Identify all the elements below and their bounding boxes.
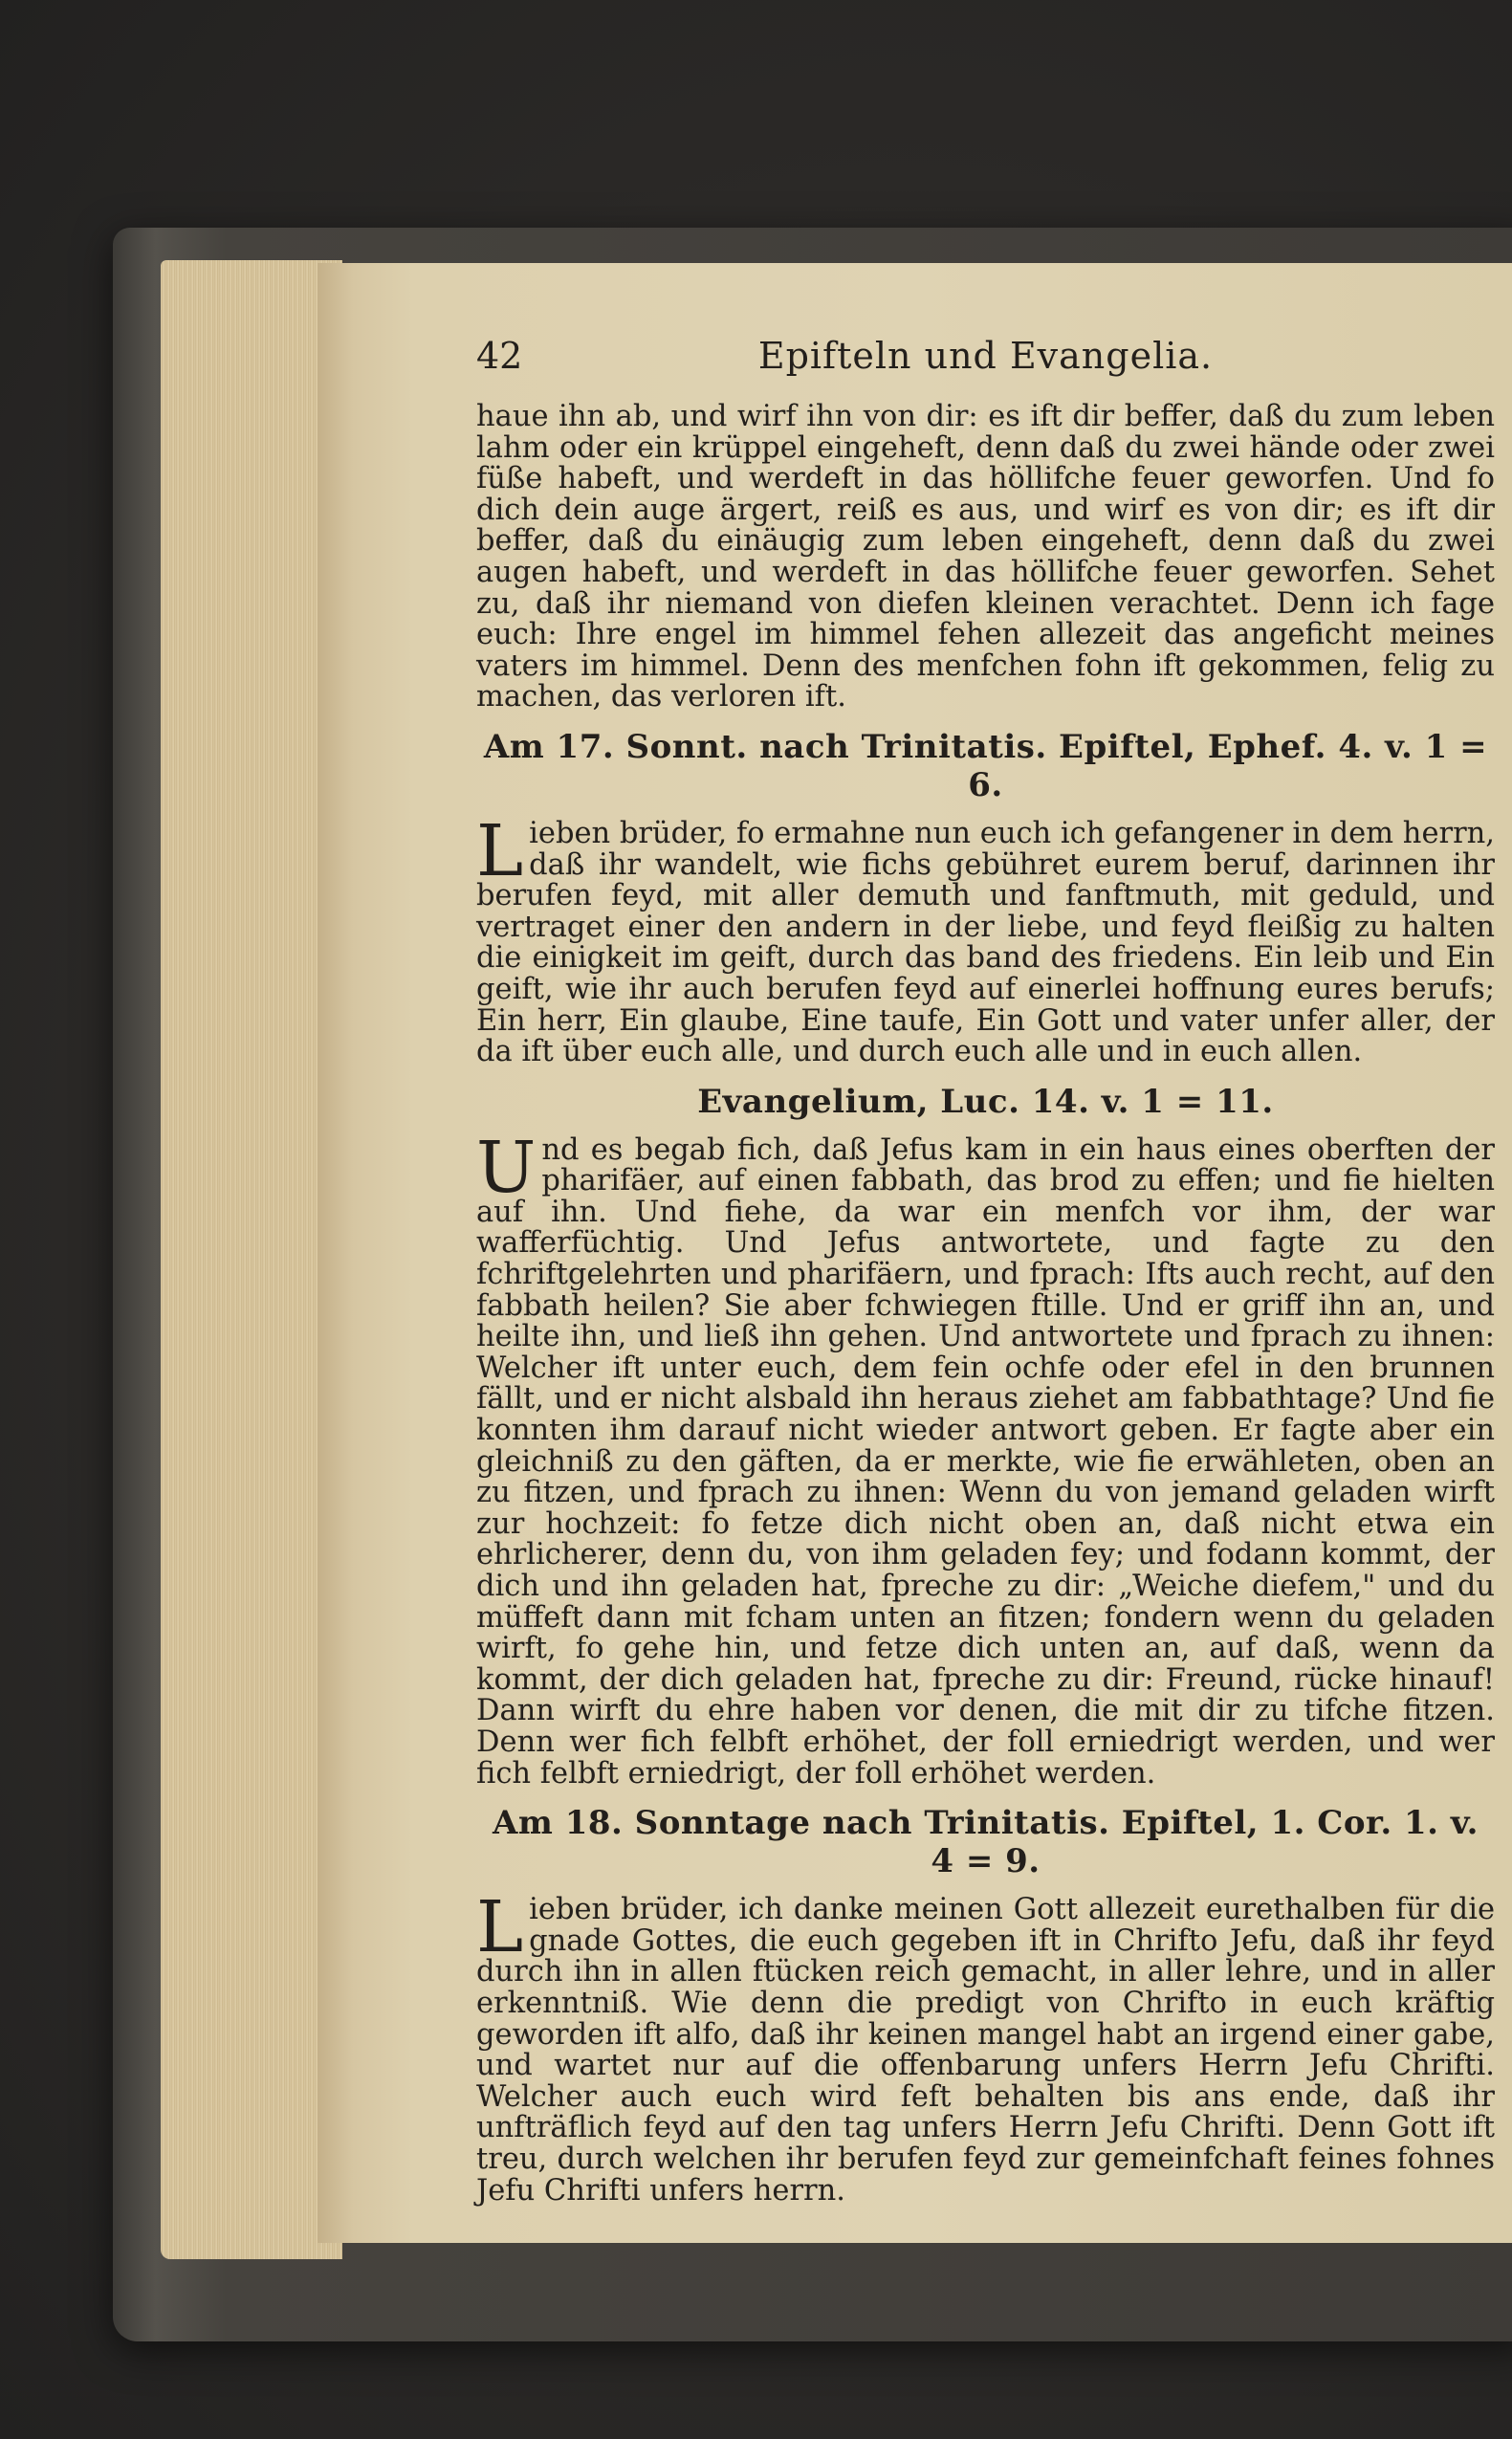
paragraph-3	[476, 1126, 1495, 1791]
page-text	[476, 335, 1495, 2207]
section-heading-2: Evangelium, Luc. 14. v. 1 = 11.	[697, 1082, 1274, 1121]
paragraph-4	[476, 1886, 1495, 2208]
paragraph-3-text: nd es begab fich, daß Jefus kam in ein haus eines oberften der pharifäer, auf einen fabbath, das brod zu effen; und fie hielten auf ihn. Und fiehe, da war ein menfch vor ihm, der war wafferfüchtig. Und Jefus antwortete, und fagte zu den fchriftgelehrten und pharifäern, und fprach: Ifts auch recht, auf den fabbath heilen? Sie aber fchwiegen ftille. Und er griff ihn an, und heilte ihn, und ließ ihn gehen. Und antwortete und fprach zu ihnen: Welcher ift unter euch, dem fein ochfe oder efel in den brunnen fällt, und er nicht alsbald ihn heraus ziehet am fabbathtage? Und fie konnten ihm darauf nicht wieder antwort geben. Er fagte aber ein gleichniß zu den gäften, da er merkte, wie fie erwähleten, oben an zu fitzen, und fprach zu ihnen: Wenn du von jemand geladen wirft zur hochzeit: fo fetze dich nicht oben an, daß nicht etwa ein ehrlicherer, denn du, von ihm geladen fey; und fodann kommt, der dich und ihn geladen hat, fpreche zu dir: „Weiche diefem," und du müffeft dann mit fcham unten an fitzen; fondern wenn du geladen wirft, fo gehe hin, und fetze dich unten an, auf daß, wenn da kommt, der dich geladen hat, fpreche zu dir: Freund, rücke hinauf! Dann wirft du ehre haben vor denen, die mit dir zu tifche fitzen. Denn wer fich felbft erhöhet, der foll erniedrigt werden, und wer fich felbft erniedrigt, der foll erhöhet werden.	[476, 1132, 1495, 1791]
paragraph-1: haue ihn ab, und wirf ihn von dir: es ift dir beffer, daß du zum leben lahm oder ein krüppel eingeheft, denn daß du zwei hände oder zwei füße habeft, und werdeft in das höllifche feuer geworfen. Und fo dich dein auge ärgert, reiß es aus, und wirf es von dir; es ift dir beffer, daß du einäugig zum leben eingeheft, denn daß du zwei augen habeft, und werdeft in das höllifche feuer geworfen. Sehet zu, daß ihr niemand von diefen kleinen verachtet. Denn ich fage euch: Ihre engel im himmel fehen allezeit das angeficht meines vaters im himmel. Denn des menfchen fohn ift gekommen, felig zu machen, das verloren ift.	[476, 400, 1495, 714]
paragraph-2-text: ieben brüder, fo ermahne nun euch ich gefangener in dem herrn, daß ihr wandelt, wie fichs gebühret eurem beruf, darinnen ihr berufen feyd, mit aller demuth und fanftmuth, mit geduld, und vertraget einer den andern in der liebe, und feyd fleißig zu halten die einigkeit im geift, durch das band des friedens. Ein leib und Ein geift, wie ihr auch berufen feyd auf einerlei hoffnung eures berufs; Ein herr, Ein glaube, Eine taufe, Ein Gott und vater unfer aller, der da ift über euch alle, und durch euch alle und in euch allen.	[476, 816, 1495, 1069]
drop-cap-2: U	[476, 1126, 537, 1209]
page-number: 42	[476, 335, 523, 377]
page-header	[476, 335, 1495, 377]
section-heading-3: Am 18. Sonntage nach Trinitatis. Epiftel, 1. Cor. 1. v. 4 = 9.	[493, 1804, 1479, 1881]
page-edges	[161, 260, 342, 2259]
drop-cap-1: L	[476, 809, 524, 892]
running-title: Epifteln und Evangelia.	[757, 335, 1214, 377]
drop-cap-3: L	[476, 1886, 524, 1969]
paragraph-4-text: ieben brüder, ich danke meinen Gott allezeit eurethalben für die gnade Gottes, die euch gegeben ift in Chrifto Jefu, daß ihr feyd durch ihn in allen ftücken reich gemacht, in aller lehre, und in aller erkenntniß. Wie denn die predigt von Chrifto in euch kräftig geworden ift alfo, daß ihr keinen mangel habt an irgend einer gabe, und wartet nur auf die offenbarung unfers Herrn Jefu Chrifti. Welcher auch euch wird feft behalten bis ans ende, daß ihr unfträflich feyd auf den tag unfers Herrn Jefu Chrifti. Denn Gott ift treu, durch welchen ihr berufen feyd zur gemeinfchaft feines fohnes Jefu Chrifti unfers herrn.	[476, 1893, 1495, 2208]
paragraph-2	[476, 809, 1495, 1069]
section-heading-1: Am 17. Sonnt. nach Trinitatis. Epiftel, Ephef. 4. v. 1 = 6.	[483, 727, 1488, 804]
